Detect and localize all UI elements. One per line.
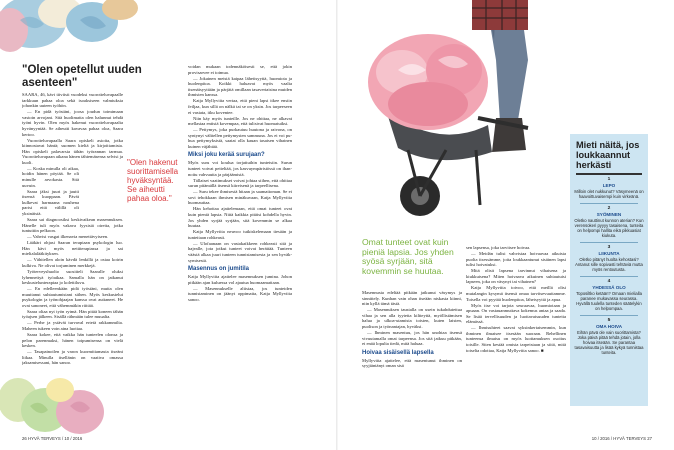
paragraph: — Masennukselle altistaa, jos tunteiden tunnistaminen on jäänyt oppimatta, Katja Myllyviita sanoo. [188, 285, 292, 302]
tips-sidebar-box [570, 134, 648, 406]
divider [580, 242, 638, 243]
paragraph: Katja Myllyviita vertaa, että pieni lapsi itkee ensiin feiljaa, kun sillä on nälkä tai se on yksin. Jos tarpeeseen ei vastata, itku koventee. [188, 98, 292, 115]
paragraph: Saara jäksi juuri ja jautti itsensä kuoppaan. Pävät kulkevat harmaana nouhena parisi että välillä oli yksinäistä. [22, 188, 79, 217]
paragraph: Masennusta edeltää pitkään jatkunut väsymys ja sinnittely. Kunhan vain ohan itseään niskasta kiinni, niin kyllä tämä tästä. [362, 290, 462, 307]
tip-title: YHDESSÄ OLO [592, 285, 626, 291]
tip-text: Oletko nauttinut kunnon aterian? Kun verensokeri pyyyy tasaisena, tunteita on helpompi hallita eikä pikkuasiat kiukuta. [574, 217, 644, 238]
tip-text: Eihän pävä ole vain suorittamista? Joka päivä pitää tehdä jotain, jolla hoivaa itseään. Se parantaa tasavaisuutta ja lisää kykyä tunnistaa tunteita. [574, 329, 644, 355]
tip-number: 1 [607, 177, 611, 182]
tip-title: OMA HOIVA [595, 324, 623, 330]
divider [580, 203, 638, 204]
paragraph: Saara sai diagnoosiksi keskivaikean masennuksen. Hänelle tuli myös vakava fyysisiä oireita, jotka tuntuttiin pelkoon. [22, 217, 123, 234]
paragraph: — Ulofaanaan on vastakaikkeen rohkeasti sitä ja hajealle, jota jotkut tunteet voivat herättää. Tunteen väästä alkaa juuri tunteen tunnistamisesta ja sen hyväksymisestä. [188, 240, 292, 263]
tip-number: 2 [607, 206, 611, 212]
paragraph: — Tasapainoilen ja varon kuormittamasta itseäni liikaa. Minulla itsellänin on vaativa omassa jaksamisessani, hän sanoo. [22, 349, 123, 366]
paragraph: Vuorotteluvapaalla Saara opiskeli asioita, jotka kiinnostavat häntä; suomen kieltä ja kirjoittamista. Hän opiskeli palavarsia tähän työrannan tarmua. Vuorotteluvapaan aikana hänen tähtemäsensa selvisi ja kuoli. [22, 137, 123, 165]
paragraph: — Meidän tulisi vahvistaa hoivaavaa aikuista puolta itsessämme, joita loukkaantunut sisäinen lapsi tulisi hoivatuksi. [466, 250, 566, 268]
paragraph: Lääkäri ohjasi Saaran terapiaan psykologin luo. Hän kävi myös nettiterapiassa ja sai mielialalääkityksen. [22, 240, 123, 257]
paper-flowers-top-illustration [0, 0, 150, 58]
tip-number: 5 [607, 318, 611, 324]
tip-number: 4 [607, 279, 611, 285]
paragraph: Katja Myllyviita toivoo, että meillä olisi mutalangin kysymä itsensä omaa tarvitsevuuttamme. Toisella voi pyytää huolenpitoa, läheisyyttä ja apua. [466, 285, 566, 302]
paragraph: — Jokainen meistä kaipaa lähetisyyttä, huomiota ja huolenpitoa. Koikki haluavat myös vaalia itsenäisyyttään ja pärjätä omillaan tasavertaisina muiden ihmisten kanssa. [188, 75, 292, 98]
tip-text: Toposiltko ketään? Omaan mielialla paranee mukavassa seurassa. Hyvällä tuulella tunteden säätelykin on helpompaa. [576, 290, 642, 311]
paragraph: — Vahvisi vasgat ilkenavia menettävyiseen. [27, 234, 109, 240]
wheelbarrow-illustration [368, 0, 566, 236]
paragraph: — Ihminen masentuu, jos hän unohtaa itsensä vivuutamalla omat tarpeensa. Jos sitä jatkuu pitkään, ei enää lopulta tiedä, mitä haluaa. [362, 329, 462, 347]
subheading: Hoivaa sisäisellä lapsella [362, 349, 434, 356]
page-footer-left: 26 HYVÄ TERVEYS / 10 / 2016 [22, 436, 83, 441]
page-footer-right: 10 / 2016 / HYVÄ TERVEYS 27 [591, 436, 652, 441]
paragraph: sen lapsensa, joka tarvitsee hoivaa. [466, 245, 531, 250]
paragraph: Mitä olisit lapsena tarvinnut vihaisena ja kiukkuisena? Miten hoivaava aikuinen suhtautuisi lapseen, joka on väsynyt tai vihainen? [466, 268, 566, 285]
paragraph: — Suru tekee ihmisestä hitaan ja saamattoman. Se ei sovi tehokkaan ihmisen minäkuvaan, Katja Myllyviita huomauttaa. [188, 189, 292, 206]
paper-flowers-bottom-illustration [0, 370, 110, 436]
left-column-2 [188, 64, 292, 390]
paragraph: Saara oltaa nyt työn rytmä. Hän pitää koneen tähän työajsen jälkeen. Sisällä rähmään tulee muualta. [22, 308, 123, 320]
tip-item [570, 245, 648, 272]
paragraph: Saara kokee, että vaikka hän tunteelen olonsa ja pelon parenmaksi, hänen toipumisensa on vielä kesken. [22, 332, 123, 349]
paragraph: — Vähitellen aloin kävdä lenkillä ja ostaa koirin kulkiva. Ne olivat torjuminen merkkejä. [22, 257, 123, 268]
divider [576, 173, 642, 175]
subheading: Miksi joku kerää surujaan? [188, 152, 265, 159]
paragraph: Myös suru voi koulua torjattuihin tunteisiin. Surun tunteet voivat peiteltää, jos kasvuympäristössä on ihannoitu vahvuutta ja pärjäämistä. [188, 160, 292, 177]
divider [580, 276, 638, 277]
divider [580, 315, 638, 316]
paragraph: Työterveyshuolto suositteli Saaralle oluksi lyhennettyä työaikaa. Samalla hän on jatkanut keskustelunterapiaa jo kolettiluvu. [22, 268, 123, 286]
paragraph: Tällaiset vaatimukset voivat johtaa siihen, että ohittaa surun pitämällä itsensä kiireisenä ja tarpeellisena. [188, 177, 292, 189]
tip-title: LEPO [602, 183, 616, 188]
paragraph: Katja Myllyviita neuvoo tutkiskelemaan tiesään ja tunteitaan rohkeasti. [188, 229, 292, 240]
paragraph: — Ihmisuhteet saavat syksinkertaisemmin, kun ihminen ilmaisee itsesään suoraan. Rehellinen tunteensa ilmaisu on myös luottamuksen osoitus toisille. Siten kestää omista tarpeistaan ja siitä, mitä toiselta odottaa, Katja Myllyviita sanoo. ■ [466, 325, 566, 353]
pull-quote-green: Omat tunteet ovat kuin pieniä lapsia. Jos yhden syösä syrjään, sitä kovemmin se huutaa. [362, 237, 454, 276]
subheading: Masennus on jumitila [188, 266, 250, 273]
tip-item [570, 318, 648, 355]
left-column-1 [22, 92, 123, 417]
tip-title: SYÖMINEN [596, 212, 622, 218]
paragraph: voidan mukaan todennäköisesti se, että jokin provisarvee ei toimua. [188, 64, 292, 75]
paragraph: — Pettymys, joka purkautuu huutona ja raivona, on syntynyt välttellen pettymysten sammuna. Jos ei voi puhua pettymyksistä, saatat olla kauan tasaisen vihainen kuinen väjähtää. [188, 127, 292, 149]
paragraph: — En edelleenkään pidä työstäni, mutta olen muuttanut suhtautumistani siihen. Myös keskustelut psykologin ja työnohjaajan kanssa ovat auttaneet. He ovat sanoneet, että vähemmäkin riittää. [22, 286, 123, 308]
right-column-1 [362, 290, 462, 430]
tip-item [570, 279, 648, 311]
tips-box-title: Mieti näitä, jos loukkaannut herkästi [576, 140, 640, 170]
paragraph: Katja Myllyviita ajattelee masennuksen jumina. Johon pitkään ajan kuluessa vol ajautua huomaamattaan. [188, 274, 292, 285]
paragraph: — Koska minulla oli aikaa, hoidin hänen pöytää. Se oli minulle arvokasta. Sitä uuvuin. [22, 165, 79, 188]
tip-text: Milloin olet nukkunut? Väsymeenä on haavoittuvaisempi kuin virkeänä. [574, 188, 644, 199]
right-column-2 [466, 245, 566, 430]
article-title: "Olen opetellut uuden asenteen" [22, 64, 142, 89]
paragraph: Niin käy myös tunteille. Jos ne ohittaa, ne alkavat mellastaa entistä kovempaa, että tulisivat huomatuiksi. [188, 115, 292, 127]
tip-item [570, 206, 648, 238]
paragraph: Hän kehottaa ajattelemaan, että omat tunteet ovat kuin pieniä lapsia. Niitä kaikkia pitäisi kohdella hyvin. Jos yhden syrjää syrjään, sitä kovemmin se alkaa huutaa. [188, 206, 292, 229]
tip-title: LIIKUNTA [598, 251, 620, 257]
paragraph: — En pidä työstäni, joosa joudun toimimaan vastoin arvojani. Sitä huolimatta olen halunnut tehdä työni hyvin. Olen myös hakenut vuorotteluvapaalta hyvänyyntää. Se aiheutti kavavaa pahaa oloa, Saara kertoo. [22, 109, 123, 137]
paragraph: SAARA, 46, kävi tiiviisti vuodeksi vuorotteluvapaalle tarkkuun pahaa oloa sekä isoaksiseen valmiuksia johonkin uuteen työhön. [22, 92, 123, 109]
tip-text: Oletko pitänyt huolta kehostasi? Antanut sille sopivasti tehtäviä mutta myös rentoutusta. [575, 256, 643, 272]
tip-item [570, 177, 648, 199]
pull-quote-red: "Olen hakenut suorittamisella hyväksyntää. Se aiheutti pahaa oloa." [127, 158, 179, 203]
paragraph: Myös itse voi tarjota seuraavaa, huomiotaan ja apuaan. On vastauanmuttava kokemus antaa ja saada. Se lisää tervellisuuden ja luottavaisuuden tunteita elämässä. [466, 302, 566, 325]
tip-number: 3 [607, 245, 611, 251]
paragraph: — Masennuksen taustalla on usein tukahdutettua vihaa ja sen alla tyytetta kiltteyttä, myöllistämisen halua ja ulkoa-utamista toisten, kuten laisten, puolison ja työnantajan, hyväksi. [362, 307, 462, 329]
paragraph: — Perhe ja ystävät turvaval ertetä rakkammilta. Maheen tukeen voin aina luottaa. [22, 320, 123, 332]
paragraph: Myllyviita ajattelee, että masentunut ihminen on syyjiäntänyt oman sisä [362, 357, 462, 369]
page-gutter [336, 0, 338, 450]
